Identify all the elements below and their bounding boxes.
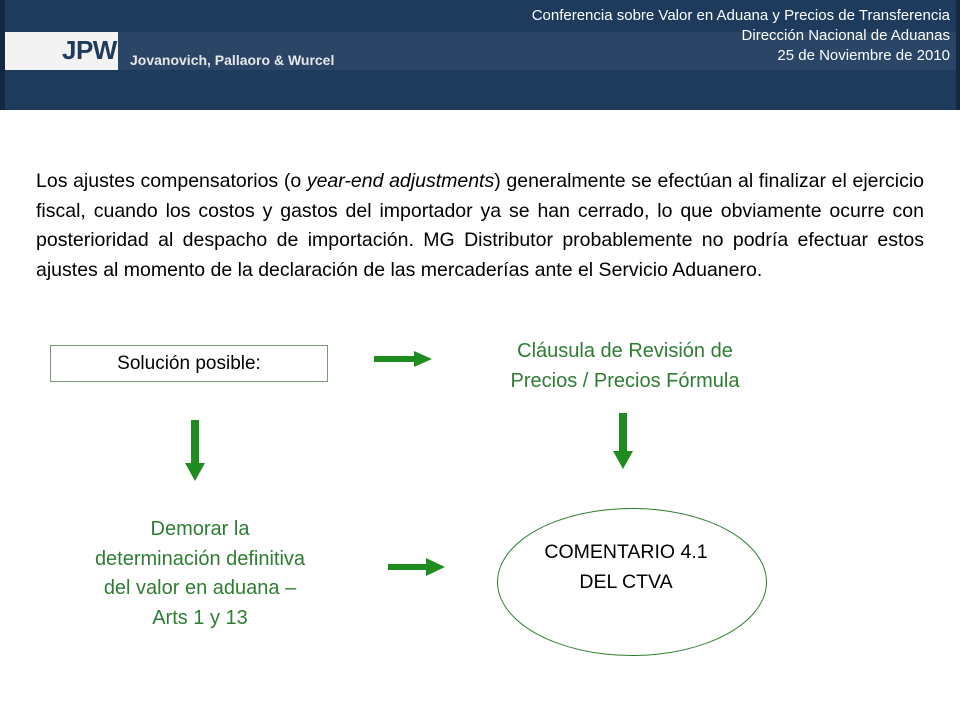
clausula-line-2: Precios / Precios Fórmula bbox=[510, 370, 740, 392]
demorar-line-4: Arts 1 y 13 bbox=[152, 606, 248, 629]
demorar-line-3: del valor en aduana – bbox=[103, 577, 297, 599]
clausula-line-1: Cláusula de Revisión de bbox=[517, 340, 733, 362]
paragraph-italic: year-end adjustments bbox=[306, 170, 495, 192]
demorar-line-2: determinación definitiva bbox=[94, 547, 306, 570]
paragraph-part-1: Los ajustes compensatorios (o bbox=[36, 170, 307, 192]
arrow-right-top-icon bbox=[374, 351, 432, 367]
comentario-line-1: COMENTARIO 4.1 bbox=[544, 541, 708, 563]
firm-name: Jovanovich, Pallaoro & Wurcel bbox=[130, 52, 335, 68]
arrow-down-right-icon bbox=[613, 413, 633, 469]
logo-jpw: JPW bbox=[62, 35, 117, 65]
conference-title: Conferencia sobre Valor en Aduana y Precios de Transferencia bbox=[531, 7, 950, 24]
arrow-down-left-icon bbox=[185, 420, 205, 481]
conference-date: 25 de Noviembre de 2010 bbox=[777, 47, 950, 64]
comentario-line-2: DEL CTVA bbox=[579, 570, 673, 593]
solution-label: Solución posible: bbox=[117, 352, 261, 374]
demorar-line-1: Demorar la bbox=[150, 518, 250, 540]
paragraph-part-2: ) generalmente se efectúan al finalizar el ejercicio fiscal, cuando los costos y gastos del importador ya se han cerrado, lo que obviamente ocurre con posterioridad al despacho de importación. MG Distributor probablemente no podría efectuar estos ajustes al momento de la declaración de las mercaderías ante el Servicio Aduanero. bbox=[36, 170, 924, 281]
arrow-right-bottom-icon bbox=[388, 558, 445, 576]
conference-organizer: Dirección Nacional de Aduanas bbox=[741, 27, 950, 44]
